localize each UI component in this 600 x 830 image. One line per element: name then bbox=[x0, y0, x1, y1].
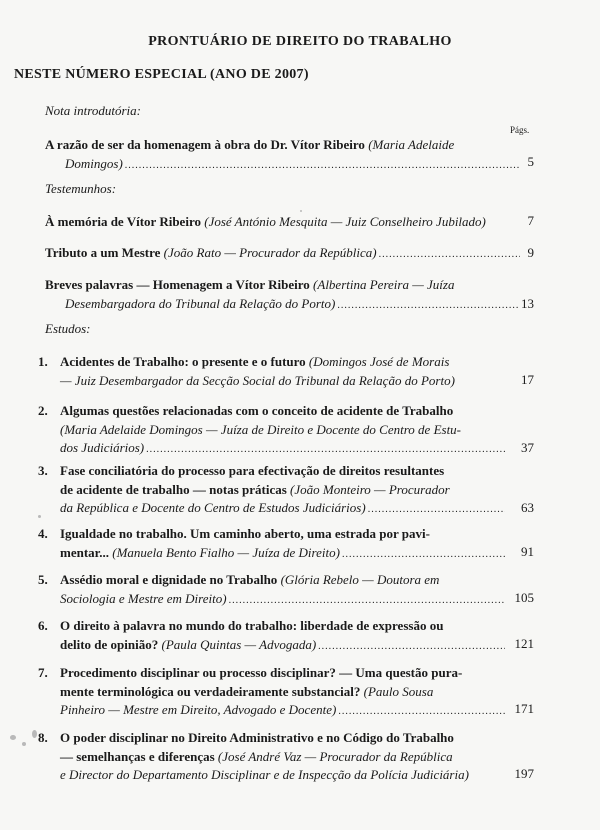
entry-author: da República e Docente do Centro de Estudos Judiciários) bbox=[60, 500, 366, 515]
entry-number: 8. bbox=[38, 730, 48, 745]
entry-page-number: 197 bbox=[514, 766, 534, 781]
toc-entry-testimony bbox=[45, 244, 520, 265]
toc-entry-study bbox=[38, 571, 505, 610]
entry-page-number: 121 bbox=[514, 636, 534, 651]
dot-leader bbox=[337, 297, 520, 316]
entry-author: dos Judiciários) bbox=[60, 440, 145, 455]
entry-number: 7. bbox=[38, 665, 48, 680]
entry-author: (Paula Quintas — Advogada) bbox=[161, 636, 317, 652]
dot-leader bbox=[229, 592, 505, 611]
entry-page-number: 91 bbox=[521, 544, 534, 559]
entry-title: mente terminológica ou verdadeiramente substancial? bbox=[60, 683, 361, 699]
entry-page-number: 105 bbox=[514, 590, 534, 605]
special-issue-heading: NESTE NÚMERO ESPECIAL (ANO DE 2007) bbox=[14, 67, 309, 82]
scan-speck bbox=[300, 210, 302, 212]
toc-entry-study bbox=[38, 664, 505, 722]
journal-title: PRONTUÁRIO DE DIREITO DO TRABALHO bbox=[148, 34, 452, 49]
entry-title: Tributo a um Mestre bbox=[45, 245, 161, 260]
entry-author: e Director do Departamento Disciplinar e de Inspecção da Polícia Judiciária) bbox=[60, 767, 469, 782]
entry-number: 1. bbox=[38, 354, 48, 369]
dot-leader bbox=[318, 638, 505, 657]
pages-column-label: Págs. bbox=[510, 125, 530, 135]
entry-title: mentar... bbox=[60, 544, 109, 560]
entry-number: 5. bbox=[38, 572, 48, 587]
entry-author: (José António Mesquita — Juiz Conselheiro Jubilado) bbox=[204, 214, 486, 229]
scan-speck bbox=[10, 735, 16, 740]
toc-entry-study bbox=[38, 462, 505, 520]
toc-entry-testimony bbox=[45, 213, 520, 232]
entry-number: 3. bbox=[38, 463, 48, 478]
entry-author: Pinheiro — Mestre em Direito, Advogado e Docente) bbox=[60, 702, 337, 717]
entry-author: (Maria Adelaide Domingos — Juíza de Direito e Docente do Centro de Estu- bbox=[60, 421, 462, 437]
entry-title: O poder disciplinar no Direito Administrativo e no Código do Trabalho bbox=[60, 730, 454, 745]
entry-author: — Juiz Desembargador da Secção Social do Tribunal da Relação do Porto) bbox=[60, 372, 455, 388]
entry-author: (Maria Adelaide bbox=[368, 137, 455, 152]
dot-leader bbox=[125, 157, 520, 176]
entry-page-number: 37 bbox=[521, 440, 534, 455]
entry-author: (João Rato — Procurador da República) bbox=[163, 245, 377, 260]
entry-page-number: 9 bbox=[527, 245, 534, 260]
entry-author: (Paulo Sousa bbox=[363, 683, 434, 699]
section-testimonies: Testemunhos: bbox=[45, 181, 117, 196]
entry-author: (João Monteiro — Procurador bbox=[290, 481, 450, 497]
entry-title: Acidentes de Trabalho: o presente e o futuro bbox=[60, 354, 306, 369]
entry-author: (Manuela Bento Fialho — Juíza de Direito) bbox=[112, 544, 340, 560]
dot-leader bbox=[368, 501, 505, 520]
toc-entry-study bbox=[38, 402, 505, 460]
entry-page-number: 7 bbox=[527, 213, 534, 228]
entry-number: 2. bbox=[38, 403, 48, 418]
toc-entry-study bbox=[38, 729, 505, 785]
scan-speck bbox=[22, 742, 26, 746]
scan-speck bbox=[38, 515, 41, 518]
entry-page-number: 13 bbox=[521, 296, 534, 311]
dot-leader bbox=[146, 441, 505, 460]
entry-title: Algumas questões relacionadas com o conceito de acidente de Trabalho bbox=[60, 403, 454, 418]
entry-title: Procedimento disciplinar ou processo disciplinar? — Uma questão pura- bbox=[60, 665, 463, 680]
toc-entry-intro bbox=[45, 136, 520, 175]
entry-title: de acidente de trabalho — notas práticas bbox=[60, 481, 287, 497]
entry-title: delito de opinião? bbox=[60, 636, 159, 652]
dot-leader bbox=[338, 703, 505, 722]
scan-speck bbox=[32, 730, 37, 738]
entry-number: 4. bbox=[38, 526, 48, 541]
entry-title: À memória de Vítor Ribeiro bbox=[45, 214, 201, 229]
entry-page-number: 171 bbox=[514, 701, 534, 716]
entry-title: Fase conciliatória do processo para efectivação de direitos resultantes bbox=[60, 463, 445, 478]
toc-entry-study bbox=[38, 353, 505, 390]
section-intro: Nota introdutória: bbox=[45, 103, 141, 118]
entry-author: Sociologia e Mestre em Direito) bbox=[60, 590, 227, 606]
entry-author: Desembargadora do Tribunal da Relação do Porto) bbox=[65, 295, 336, 311]
entry-page-number: 5 bbox=[527, 154, 534, 169]
entry-page-number: 63 bbox=[521, 500, 534, 515]
entry-author: (Glória Rebelo — Doutora em bbox=[280, 572, 440, 587]
entry-title: A razão de ser da homenagem à obra do Dr. Vítor Ribeiro bbox=[45, 137, 365, 152]
entry-title: Assédio moral e dignidade no Trabalho bbox=[60, 572, 278, 587]
section-studies: Estudos: bbox=[45, 321, 91, 336]
entry-title: — semelhanças e diferenças bbox=[60, 748, 215, 764]
entry-number: 6. bbox=[38, 618, 48, 633]
toc-entry-testimony bbox=[45, 276, 520, 315]
entry-page-number: 17 bbox=[521, 372, 534, 387]
dot-leader bbox=[342, 546, 505, 565]
toc-entry-study bbox=[38, 525, 505, 564]
entry-title: Breves palavras — Homenagem a Vítor Ribeiro bbox=[45, 277, 310, 292]
entry-author: (Albertina Pereira — Juíza bbox=[313, 277, 455, 292]
entry-title: O direito à palavra no mundo do trabalho: liberdade de expressão ou bbox=[60, 618, 444, 633]
entry-author: (Domingos José de Morais bbox=[308, 354, 450, 369]
toc-entry-study bbox=[38, 617, 505, 656]
entry-author: Domingos) bbox=[65, 155, 123, 171]
entry-author: (José André Vaz — Procurador da República bbox=[217, 748, 453, 764]
entry-title: Igualdade no trabalho. Um caminho aberto, uma estrada por pavi- bbox=[60, 526, 430, 541]
